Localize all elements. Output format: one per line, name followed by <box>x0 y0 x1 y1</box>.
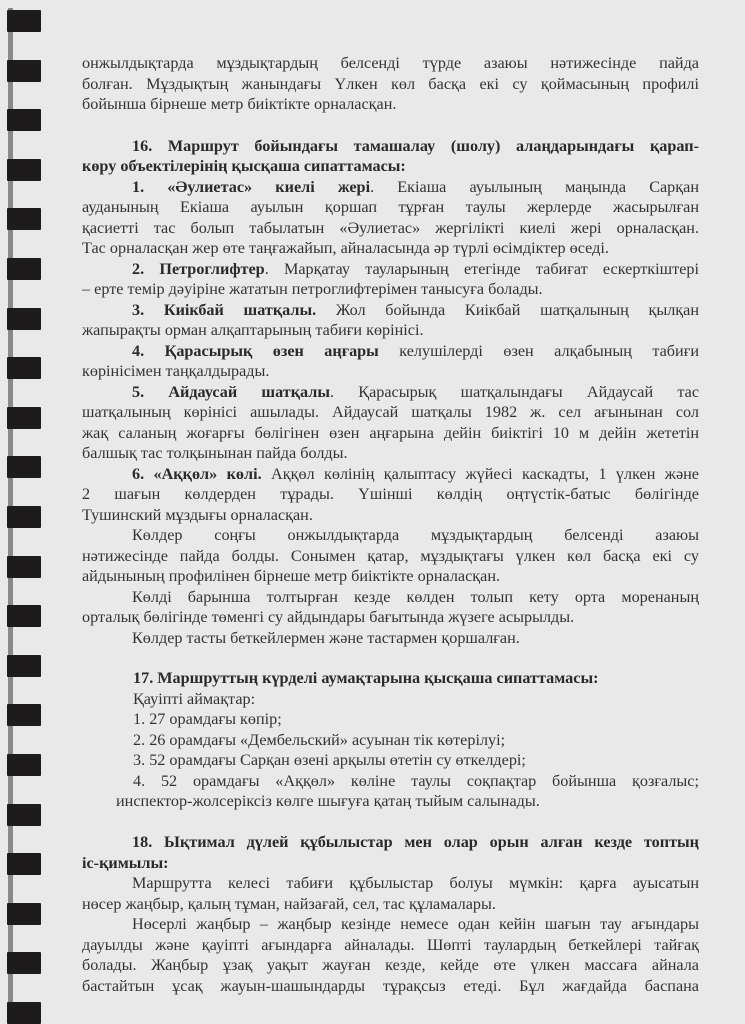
text-line: бастайтын ұсақ жауын-шашындарды тұрақсыз етеді. Бұл жағдайда баспана <box>82 977 699 995</box>
text-line: нөсер жаңбыр, қалың тұман, найзағай, сел, тас құламалары. <box>82 895 496 913</box>
text-line: көрінісімен таңқалдырады. <box>82 362 270 380</box>
section-17-heading <box>133 668 699 688</box>
binding-ring <box>7 804 41 826</box>
item-title: 6. «Аққөл» көлі. <box>132 465 262 483</box>
text-line: жапырақты орман алқаптарының табиғи көрінісі. <box>82 321 424 339</box>
text-line: онжылдықтарда мұздықтардың белсенді түрде азаюы нәтижесінде пайда <box>82 54 699 72</box>
list-item: 2. 26 орамдағы «Дембельский» асуынан тік көтерілуі; <box>133 731 506 749</box>
text-line: ауданының Екіаша ауылын қоршап тұрған таулы жерлерде жасырылған <box>82 198 699 216</box>
heading-text: 17. Маршруттың күрделі аумақтарына қысқаша сипаттамасы: <box>133 669 599 687</box>
binding-ring <box>7 903 41 925</box>
binding-ring <box>7 159 41 181</box>
section-16-heading <box>132 136 699 156</box>
list-item-2 <box>132 259 699 279</box>
binding-ring <box>7 655 41 677</box>
item-title: 2. Петроглифтер <box>132 260 265 278</box>
item-title: 3. Киікбай шатқалы. <box>132 301 317 319</box>
binding-ring <box>7 258 41 280</box>
binding-ring <box>7 308 41 330</box>
text-line: Нөсерлі жаңбыр – жаңбыр кезінде немесе одан кейін шағын тау ағындары <box>132 915 699 933</box>
binding-ring <box>7 506 41 528</box>
text-line: Тас орналасқан жер өте таңғажайып, айналасында әр түрлі өсімдіктер өседі. <box>82 239 609 257</box>
binding-ring <box>7 60 41 82</box>
heading-text: іс-қимылы: <box>82 854 169 872</box>
item-text: . Қарасырық шатқалындағы Айдаусай тас <box>330 383 700 401</box>
binding-ring <box>7 10 41 32</box>
list-item-1 <box>132 177 699 197</box>
heading-text: 16. Маршрут бойындағы тамашалау (шолу) алаңдарындағы қарап- <box>132 137 699 155</box>
item-text: . Екіаша ауылының маңында Сарқан <box>370 178 699 196</box>
list-item-6 <box>132 464 699 484</box>
binding-ring <box>7 407 41 429</box>
text-line: нәтижесінде пайда болды. Сонымен қатар, мұздықтағы үлкен көл басқа екі су <box>82 547 699 565</box>
text-line: бойынша бірнеше метр биіктікте орналасқан. <box>82 95 397 113</box>
section-18-heading-cont <box>82 853 699 873</box>
item-title: 1. «Әулиетас» киелі жері <box>132 178 371 196</box>
text-line: Тушинский мұздығы орналасқан. <box>82 506 313 524</box>
spiral-binding <box>0 0 60 1024</box>
text-line: орталық бөлігінде төменгі су айдындары бағытында жүзеге асырылды. <box>82 608 575 626</box>
text-line: Көлдер тасты беткейлермен және тастармен қоршалған. <box>132 629 520 647</box>
list-item: 1. 27 орамдағы көпір; <box>133 710 282 728</box>
item-title: 4. Қарасырық өзен аңғары <box>132 342 379 360</box>
text-line: балшық тас толқынынан пайда болды. <box>82 444 348 462</box>
binding-ring <box>7 208 41 230</box>
text-line: қасиетті тас болып табылатын «Әулиетас» жергілікті киелі жері орналасқан. <box>82 219 699 237</box>
text-line: болады. Жаңбыр ұзақ уақыт жауған кезде, кейде өте үлкен массаға айнала <box>82 956 699 974</box>
item-title: 5. Айдаусай шатқалы <box>132 383 331 401</box>
list-item: 4. 52 орамдағы «Аққөл» көліне таулы соқпақтар бойынша қозғалыс; <box>133 772 699 790</box>
text-line: 2 шағын көлдерден тұрады. Үшінші көлдің оңтүстік-батыс бөлігінде <box>82 485 699 503</box>
binding-ring <box>7 1002 41 1024</box>
heading-text: 18. Ықтимал дүлей құбылыстар мен олар орын алған кезде топтың <box>132 833 699 851</box>
text-line: – ерте темір дәуіріне жататын петроглифтерімен танысуға болады. <box>82 280 543 298</box>
binding-ring <box>7 704 41 726</box>
binding-ring <box>7 109 41 131</box>
item-text: Жол бойында Киікбай шатқалының қылқан <box>316 301 700 319</box>
heading-text: көру объектілерінің қысқаша сипаттамасы: <box>82 157 406 175</box>
text-line: Қауіпті аймақтар: <box>133 690 256 708</box>
text-line: Көлдер соңғы онжылдықтарда мұздықтардың белсенді азаюы <box>132 526 699 544</box>
list-item-5 <box>132 382 699 402</box>
text-line: Көлді барынша толтырған кезде көлден толып кету орта моренаның <box>132 588 699 606</box>
binding-ring <box>7 556 41 578</box>
item-text: . Марқатау тауларының етегінде табиғат ескерткіштері <box>264 260 699 278</box>
item-text: Аққөл көлінің қалыптасу жүйесі каскадты, 1 үлкен және <box>261 465 699 483</box>
binding-ring <box>7 456 41 478</box>
item-text: келушілерді өзен алқабының табиғи <box>378 342 699 360</box>
text-line: дауылды және қауіпті ағындарға айналады. Шөпті таулардың беткейлері тайғақ <box>82 936 699 954</box>
binding-ring <box>7 357 41 379</box>
text-line: шатқалының көрінісі ашылады. Айдаусай шатқалы 1982 ж. сел ағынынан сол <box>82 403 699 421</box>
text-line: айдынының профилінен бірнеше метр биіктікте орналасқан. <box>82 567 501 585</box>
binding-ring <box>7 952 41 974</box>
section-16-heading-cont <box>82 156 699 176</box>
binding-ring <box>7 853 41 875</box>
text-line: Маршрутта келесі табиғи құбылыстар болуы мүмкін: қарға ауысатын <box>132 874 699 892</box>
list-item: 3. 52 орамдағы Сарқан өзені арқылы өтетін су өткелдері; <box>133 751 526 769</box>
text-line: жақ саланың жоғарғы бөлігінен өзен аңғарына дейін биіктігі 10 м дейін жететін <box>82 424 699 442</box>
list-item-4 <box>132 341 699 361</box>
binding-ring <box>7 605 41 627</box>
section-18-heading <box>132 832 699 852</box>
binding-ring <box>7 754 41 776</box>
text-line: инспектор-жолсеріксіз көлге шығуға қатаң тыйым салынады. <box>116 792 540 810</box>
list-item-3 <box>132 300 699 320</box>
text-line: болған. Мұздықтың жанындағы Үлкен көл басқа екі су қоймасының профилі <box>82 75 699 93</box>
